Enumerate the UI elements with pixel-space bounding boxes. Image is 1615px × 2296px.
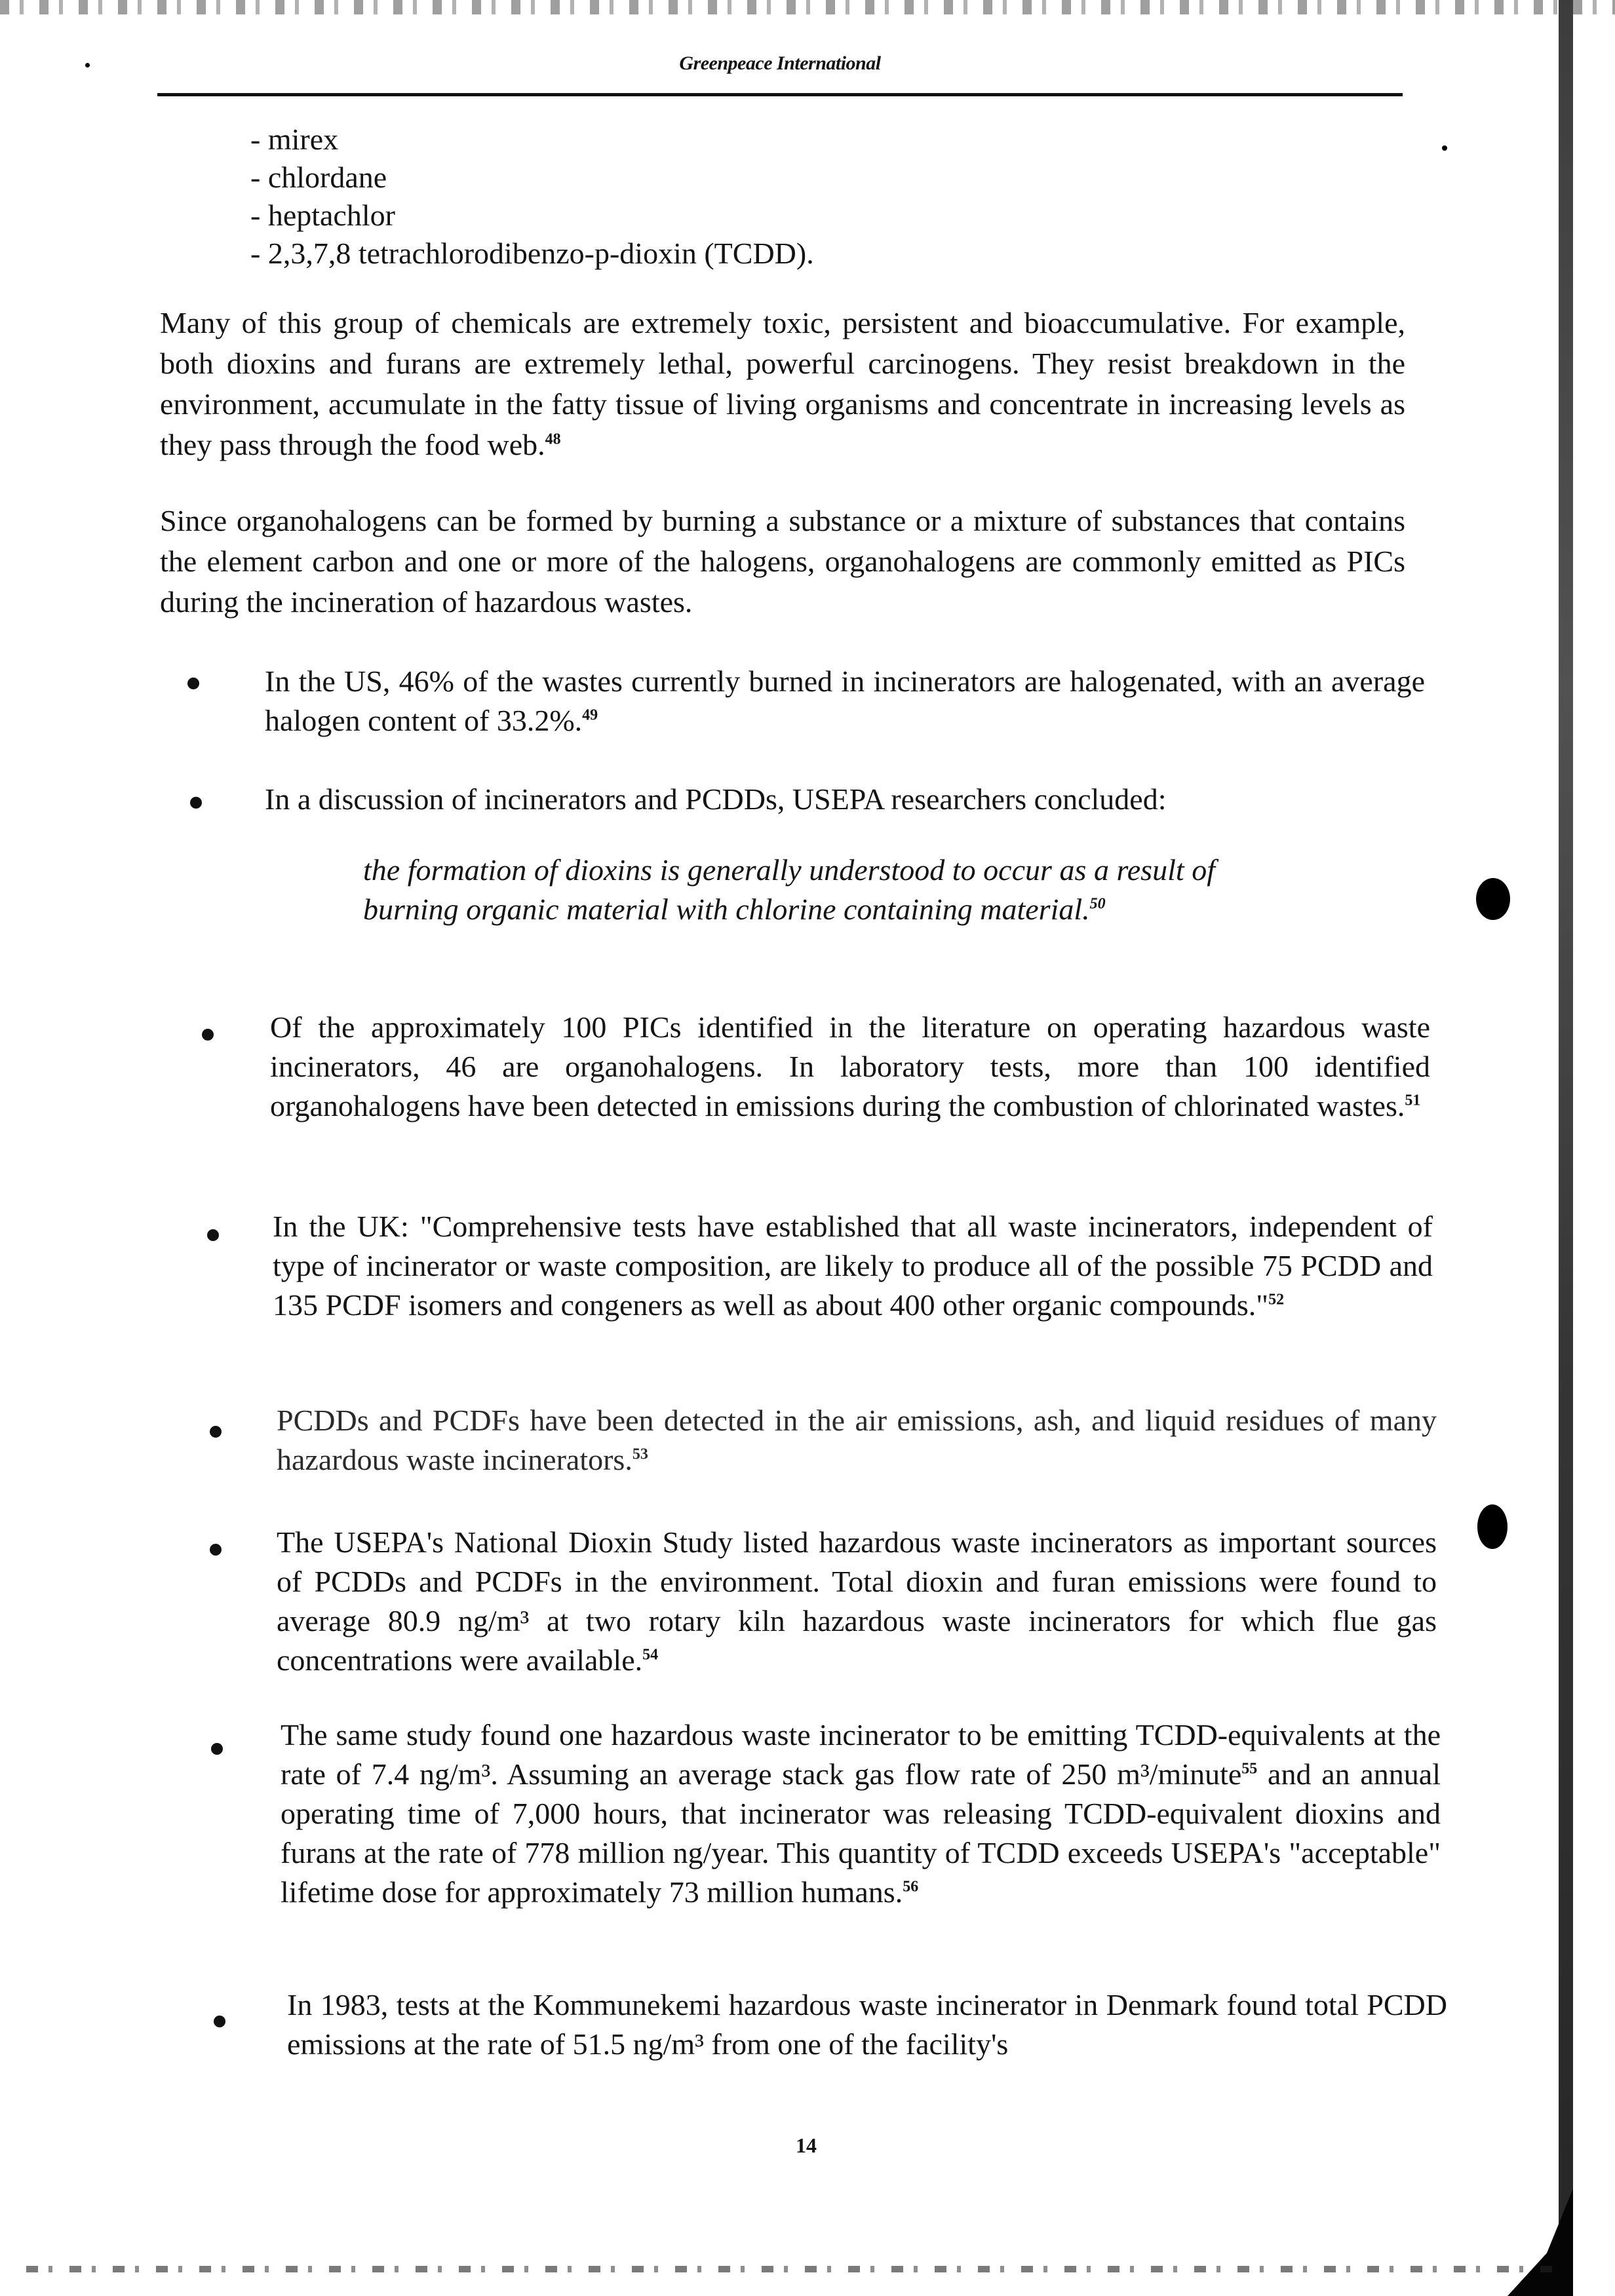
list-item: - mirex (250, 123, 339, 156)
bullet-text (265, 780, 1425, 819)
bullet-marker (187, 678, 199, 689)
footnote-ref: 56 (903, 1878, 919, 1896)
footnote-ref: 55 (1241, 1760, 1258, 1778)
list-item: - 2,3,7,8 tetrachlorodibenzo-p-dioxin (TCDD). (250, 237, 814, 270)
paragraph (160, 303, 1405, 465)
chemical-list (250, 121, 814, 273)
scan-speck (1476, 878, 1510, 920)
scan-speck (1477, 1504, 1508, 1549)
bullet-marker (202, 1029, 214, 1041)
page-number: 14 (796, 2133, 817, 2157)
footnote-ref: 49 (582, 706, 598, 724)
list-item: - heptachlor (250, 199, 395, 232)
bullet-body: PCDDs and PCDFs have been detected in the air emissions, ash, and liquid residues of many hazardous waste incinerators. (277, 1404, 1437, 1476)
paragraph (160, 501, 1405, 622)
bullet-marker (210, 1426, 222, 1438)
footnote-ref: 53 (632, 1445, 648, 1463)
bullet-marker (207, 1229, 219, 1241)
bullet-body: Of the approximately 100 PICs identified in the literature on operating hazardous waste incinerators, 46 are organohalogens. In laboratory tests, more than 100 identified organohalogens have been detected in emissions during the combustion of chlorinated wastes. (270, 1010, 1430, 1122)
bullet-marker (190, 797, 202, 809)
bullet-body: The USEPA's National Dioxin Study listed hazardous waste incinerators as important sources of PCDDs and PCDFs in the environment. Total dioxin and furan emissions were found to average 80.9 ng/m³ at two rotary kiln hazardous waste incinerators for which flue gas concentrations were available. (277, 1525, 1437, 1677)
footnote-ref: 52 (1268, 1291, 1285, 1309)
scan-edge-right (1559, 0, 1573, 2296)
bullet-text (270, 1008, 1430, 1126)
scan-speck (1442, 145, 1447, 151)
paragraph-text: Since organohalogens can be formed by burning a substance or a mixture of substances that contains the element carbon and one or more of the halogens, organohalogens are commonly emitted as PICs during the incineration of hazardous wastes. (160, 504, 1405, 619)
bullet-text (265, 662, 1425, 740)
footnote-ref: 48 (545, 430, 561, 448)
footnote-ref: 51 (1405, 1092, 1421, 1109)
header-rule (157, 93, 1403, 96)
bullet-body: In 1983, tests at the Kommunekemi hazardous waste incinerator in Denmark found total PCDD emissions at the rate of 51.5 ng/m³ from one of the facility's (287, 1988, 1447, 2061)
list-item: - chlordane (250, 161, 387, 194)
scan-edge-top (0, 0, 1615, 14)
block-quote (363, 851, 1215, 929)
bullet-text (287, 1985, 1447, 2064)
paragraph-text: Many of this group of chemicals are extremely toxic, persistent and bioaccumulative. For example, both dioxins and furans are extremely lethal, powerful carcinogens. They resist breakdown in the environment, accumulate in the fatty tissue of living organisms and concentrate in increasing levels as they pass through the food web. (160, 306, 1405, 461)
footnote-ref: 54 (642, 1646, 659, 1664)
quote-text: the formation of dioxins is generally understood to occur as a result of burning organic material with chlorine containing material. (363, 853, 1215, 926)
bullet-text (277, 1523, 1437, 1680)
bullet-text (273, 1207, 1433, 1325)
scan-edge-bottom (26, 2266, 1553, 2272)
bullet-body: In a discussion of incinerators and PCDDs, USEPA researchers concluded: (265, 782, 1167, 816)
bullet-body: In the UK: "Comprehensive tests have established that all waste incinerators, independent of type of incinerator or waste composition, are likely to produce all of the possible 75 PCDD and 135 PCDF isomers and congeners as well as about 400 other organic compounds." (273, 1210, 1433, 1322)
bullet-body: In the US, 46% of the wastes currently burned in incinerators are halogenated, with an average halogen content of 33.2%. (265, 664, 1425, 737)
bullet-marker (214, 2016, 225, 2027)
bullet-body: The same study found one hazardous waste incinerator to be emitting TCDD-equivalents at the rate of 7.4 ng/m³. Assuming an average stack gas flow rate of 250 m³/minute (281, 1718, 1441, 1791)
bullet-marker (211, 1743, 223, 1755)
running-header: Greenpeace International (679, 52, 881, 74)
bullet-text (277, 1401, 1437, 1480)
bullet-body: and an annual operating time of 7,000 hours, that incinerator was releasing TCDD-equivalent dioxins and furans at the rate of 778 million ng/year. This quantity of TCDD exceeds USEPA's "acceptable" lifetime dose for approximately 73 million humans. (281, 1757, 1441, 1909)
bullet-text (281, 1715, 1441, 1912)
bullet-marker (210, 1544, 222, 1556)
scan-speck (85, 63, 90, 67)
footnote-ref: 50 (1089, 895, 1106, 913)
